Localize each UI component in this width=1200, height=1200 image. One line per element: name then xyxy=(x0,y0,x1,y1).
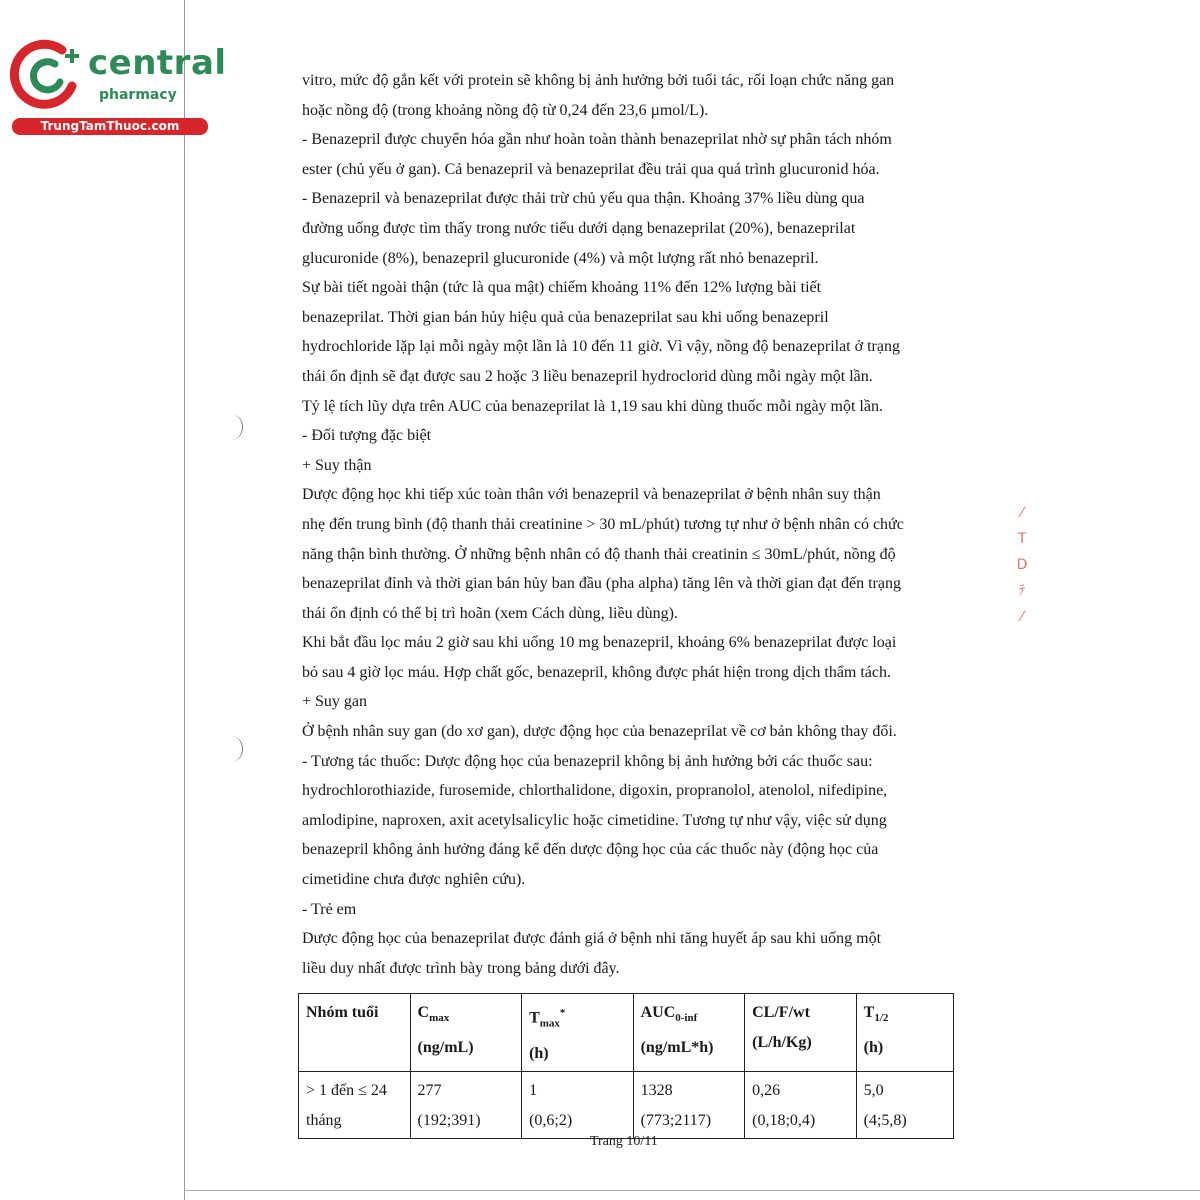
column-header: $T_{max}^*$ (h) xyxy=(522,994,634,1072)
table-cell: 277 (192;391) xyxy=(410,1071,522,1138)
column-header: CL/F/wt (L/h/Kg) xyxy=(745,994,857,1072)
text-line: benazepril không ảnh hưởng đáng kể đến dược động học của các thuốc này (động học của xyxy=(302,841,879,859)
text-line: ester (chủ yếu ở gan). Cả benazepril và benazeprilat đều trải qua quá trình glucuronid hóa. xyxy=(302,160,880,178)
table-header-row xyxy=(299,994,954,1072)
text-line: Dược động học khi tiếp xúc toàn thân với benazepril và benazeprilat ở bệnh nhân suy thận xyxy=(302,486,881,504)
table-cell: 0,26 (0,18;0,4) xyxy=(745,1071,857,1138)
text-line: hoặc nồng độ (trong khoảng nồng độ từ 0,24 đến 23,6 µmol/L). xyxy=(302,101,709,119)
text-line: bỏ sau 4 giờ lọc máu. Hợp chất gốc, benazepril, không được phát hiện trong dịch thẩm tách. xyxy=(302,663,892,681)
text-line: - Benazepril được chuyển hóa gần như hoàn toàn thành benazeprilat nhờ sự phân tách nhóm xyxy=(302,131,892,149)
column-header: $T_{1/2}$ (h) xyxy=(856,994,953,1072)
text-line: thái ổn định có thể bị trì hoãn (xem Cách dùng, liều dùng). xyxy=(302,604,678,622)
text-line: thái ổn định sẽ đạt được sau 2 hoặc 3 liều benazepril hydroclorid dùng mỗi ngày một lần. xyxy=(302,367,873,385)
table-cell: 1 (0,6;2) xyxy=(522,1071,634,1138)
table-cell: 5,0 (4;5,8) xyxy=(856,1071,953,1138)
text-line: hydrochlorothiazide, furosemide, chlorthalidone, digoxin, propranolol, atenolol, nifedipine, xyxy=(302,782,888,800)
table-cell: 1328 (773;2117) xyxy=(633,1071,745,1138)
pharmacy-cross-icon xyxy=(10,36,90,116)
text-line: - Benazepril và benazeprilat được thải trừ chủ yếu qua thận. Khoảng 37% liều dùng qua xyxy=(302,190,865,208)
brand-subtitle: pharmacy xyxy=(99,87,177,103)
text-line: liều duy nhất được trình bày trong bảng dưới đây. xyxy=(302,959,620,977)
text-line: benazeprilat đỉnh và thời gian bán hủy ban đầu (pha alpha) tăng lên và thời gian đạt đến trạng xyxy=(302,575,901,593)
central-pharmacy-logo[interactable] xyxy=(10,36,227,136)
text-line: Ở bệnh nhân suy gan (do xơ gan), dược động học của benazeprilat về cơ bản không thay đổi. xyxy=(302,723,897,741)
text-line: + Suy thận xyxy=(302,456,372,474)
punch-hole-top xyxy=(220,414,243,440)
text-line: amlodipine, naproxen, axit acetylsalicylic hoặc cimetidine. Tương tự như vậy, việc sử dụng xyxy=(302,811,887,829)
red-stamp-mark: ⁄ T D ﾃ ⁄ xyxy=(1016,505,1028,625)
text-line: benazeprilat. Thời gian bán hủy hiệu quả của benazeprilat sau khi uống benazepril xyxy=(302,308,829,326)
text-line: hydrochloride lặp lại mỗi ngày một lần là 10 đến 11 giờ. Vì vậy, nồng độ benazeprilat ở trạng xyxy=(302,338,900,356)
text-line: + Suy gan xyxy=(302,693,368,711)
text-line: đường uống được tìm thấy trong nước tiểu dưới dạng benazeprilat (20%), benazeprilat xyxy=(302,219,856,237)
pk-table xyxy=(298,993,954,1139)
text-line: - Tương tác thuốc: Dược động học của benazepril không bị ảnh hưởng bởi các thuốc sau: xyxy=(302,752,873,770)
column-header: $AUC_{0-inf}$ (ng/mL*h) xyxy=(633,994,745,1072)
page-number: Trang 10/11 xyxy=(590,1134,658,1149)
column-header: Nhóm tuổi xyxy=(299,994,411,1072)
document-body xyxy=(302,66,952,983)
page-edge-left xyxy=(184,0,185,1200)
brand-name: central xyxy=(88,43,227,83)
page-edge-bottom xyxy=(184,1190,1200,1191)
text-line: năng thận bình thường. Ở những bệnh nhân có độ thanh thải creatinin ≤ 30mL/phút, nồng độ xyxy=(302,545,896,563)
text-line: vitro, mức độ gắn kết với protein sẽ không bị ảnh hưởng bởi tuổi tác, rối loạn chức năng gan xyxy=(302,72,895,89)
text-line: Tỷ lệ tích lũy dựa trên AUC của benazeprilat là 1,19 sau khi dùng thuốc mỗi ngày một lần. xyxy=(302,397,883,415)
punch-hole-bottom xyxy=(220,736,243,762)
text-line: Khi bắt đầu lọc máu 2 giờ sau khi uống 10 mg benazepril, khoảng 6% benazeprilat được loại xyxy=(302,634,897,652)
brand-banner[interactable]: TrungTamThuoc.com xyxy=(12,118,208,135)
column-header: $C_{max}$ (ng/mL) xyxy=(410,994,522,1072)
text-line: Dược động học của benazeprilat được đánh giá ở bệnh nhi tăng huyết áp sau khi uống một xyxy=(302,930,882,948)
text-line: Sự bài tiết ngoài thận (tức là qua mật) chiếm khoảng 11% đến 12% lượng bài tiết xyxy=(302,279,822,297)
table-cell: > 1 đến ≤ 24 tháng xyxy=(299,1071,411,1138)
text-line: nhẹ đến trung bình (độ thanh thải creatinine > 30 mL/phút) tương tự như ở bệnh nhân có chức xyxy=(302,515,904,533)
table-row xyxy=(299,1071,954,1138)
text-line: - Trẻ em xyxy=(302,900,357,918)
text-line: - Đối tượng đặc biệt xyxy=(302,427,432,445)
text-line: glucuronide (8%), benazepril glucuronide (4%) và một lượng rất nhỏ benazepril. xyxy=(302,249,819,267)
text-line: cimetidine chưa được nghiên cứu). xyxy=(302,871,526,889)
